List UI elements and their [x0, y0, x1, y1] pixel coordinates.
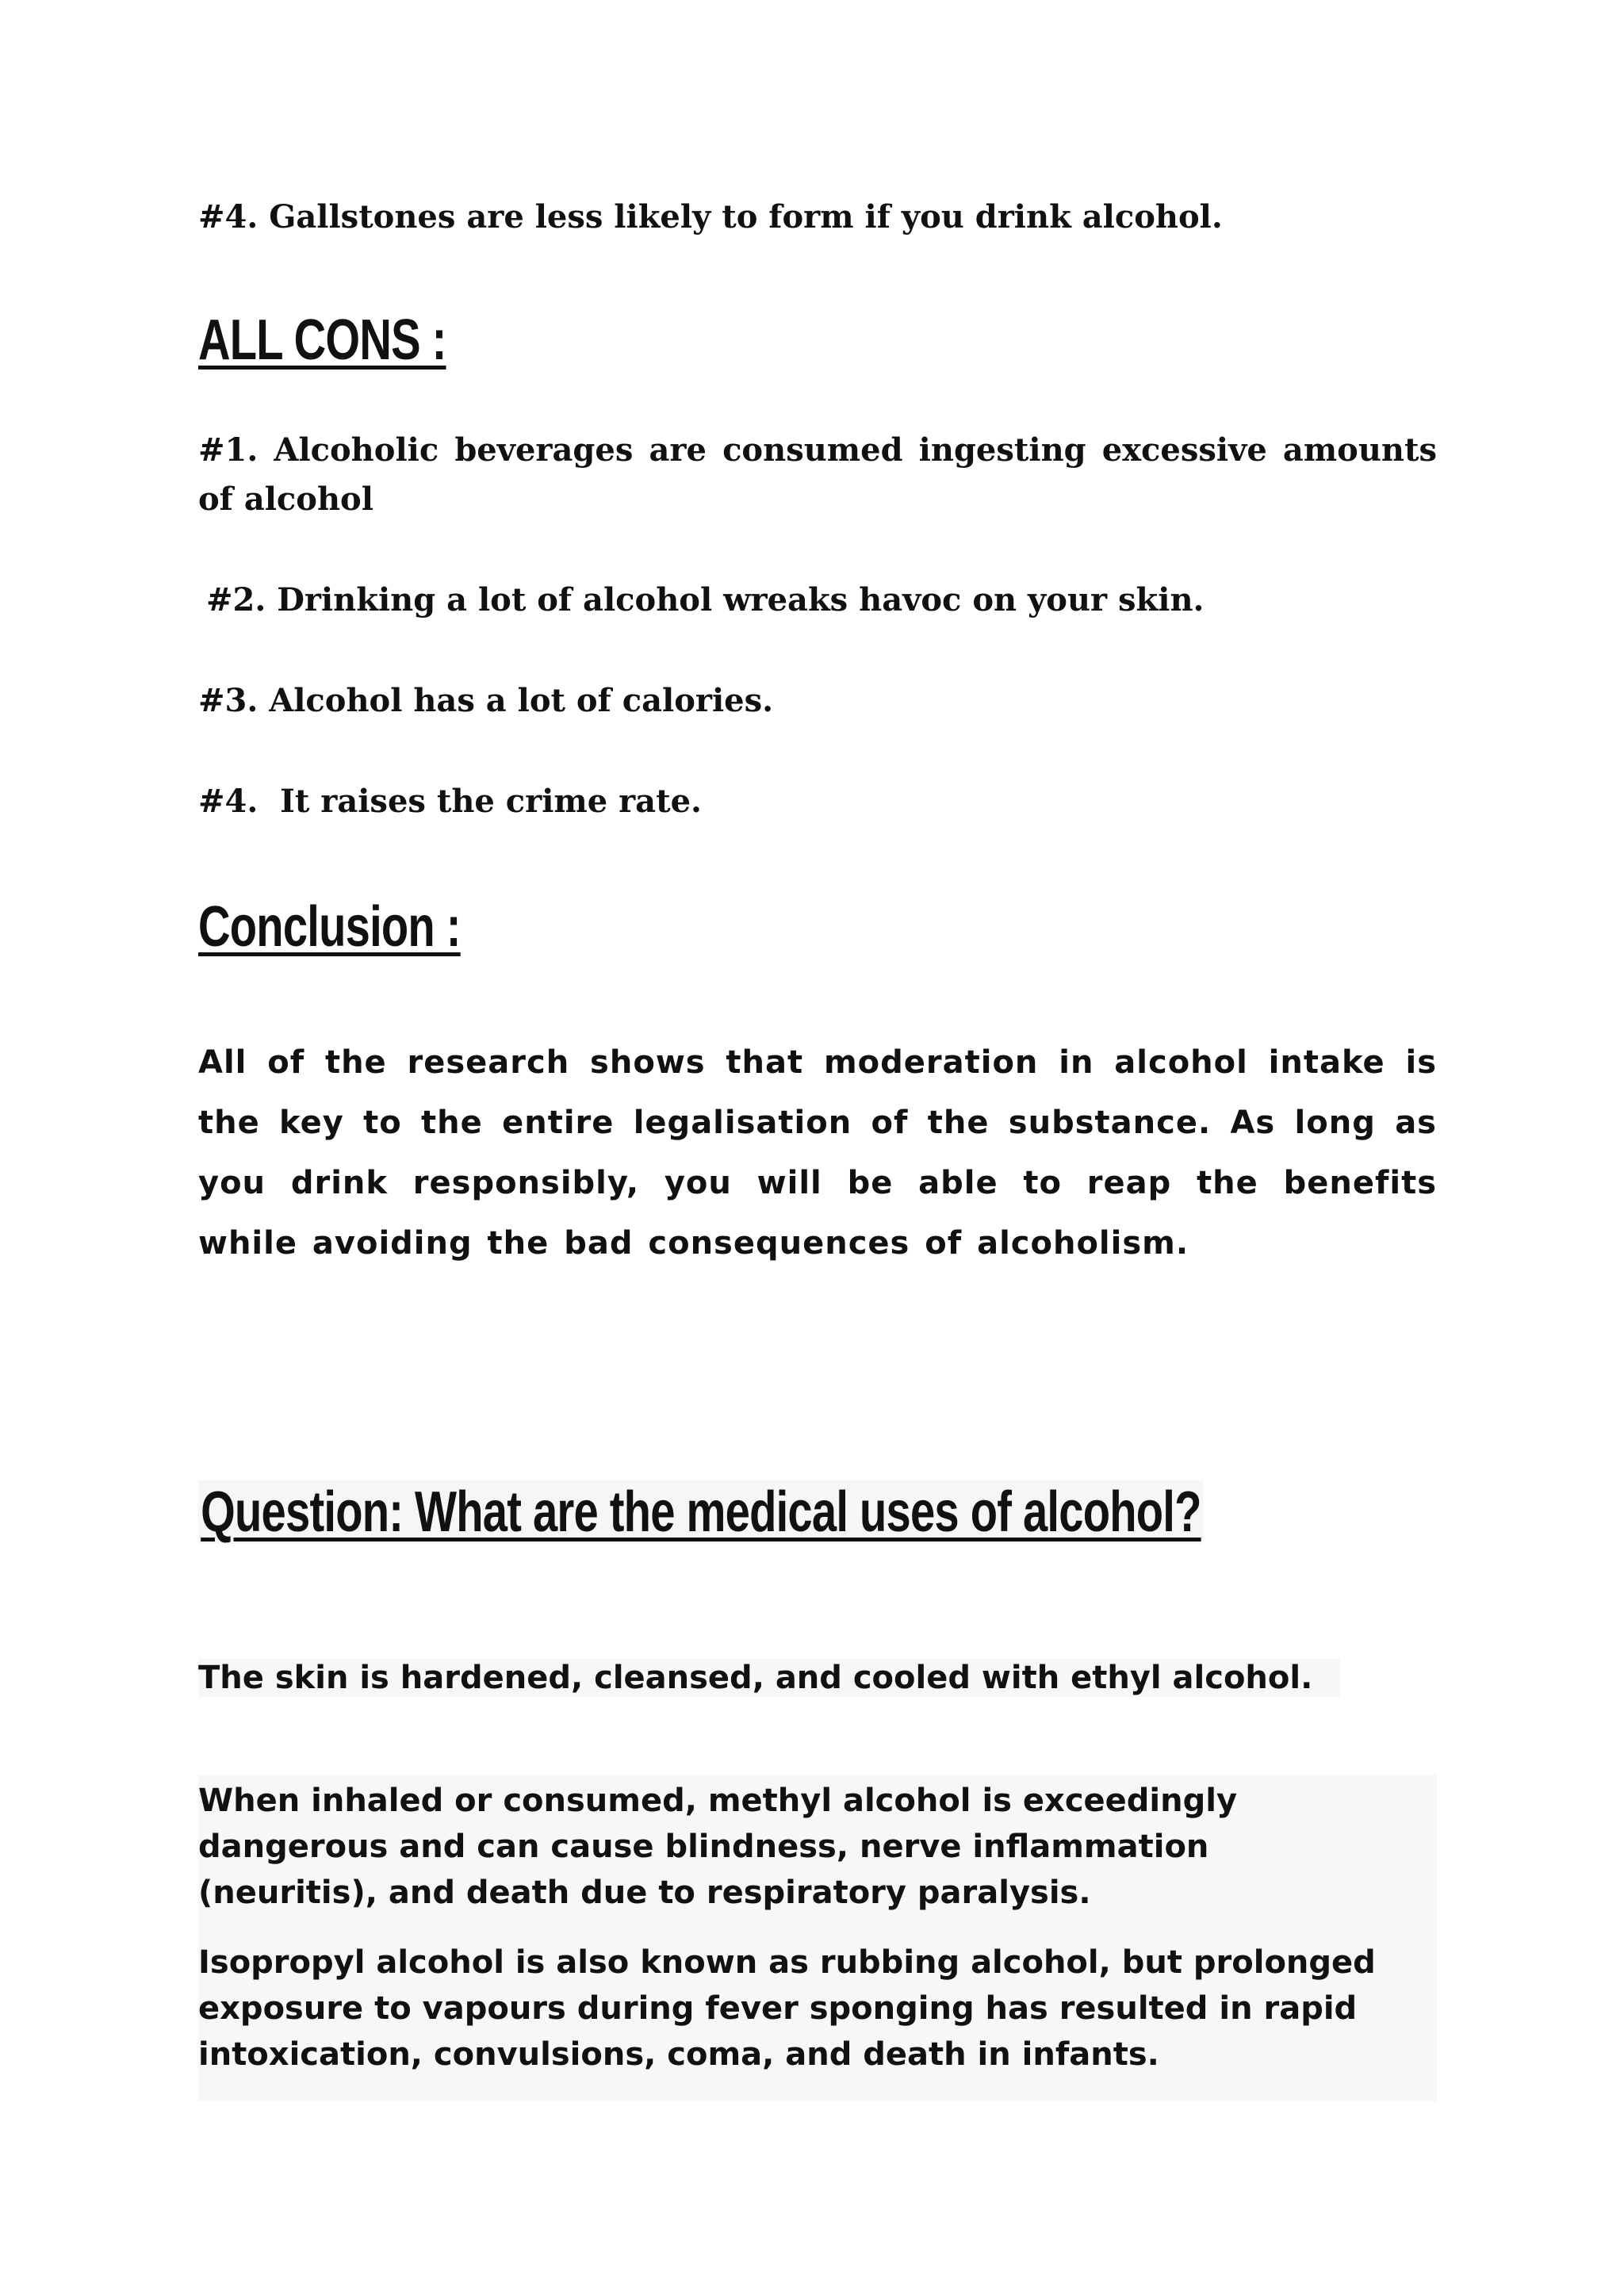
- answer-ethyl-block: [198, 1659, 1340, 1697]
- question-heading-text: Question: What are the medical uses of alcohol?: [198, 1480, 1204, 1544]
- question-heading: [198, 1476, 1204, 1548]
- conclusion-paragraph: All of the research shows that moderation in alcohol intake is the key to the entire legalisation of the substance. As long as you drink responsibly, you will be able to reap the benefits while avoiding the bad consequences of alcoholism.: [198, 1044, 1437, 1262]
- cons-item-4: #4. It raises the crime rate.: [198, 783, 702, 820]
- cons-item-3: #3. Alcohol has a lot of calories.: [198, 682, 774, 719]
- cons-item-1: #1. Alcoholic beverages are consumed ingesting excessive amounts of alcohol: [198, 431, 1437, 518]
- answer-ethyl-text: The skin is hardened, cleansed, and cooled with ethyl alcohol.: [198, 1660, 1313, 1696]
- answer-methyl-text: When inhaled or consumed, methyl alcohol is exceedingly dangerous and can cause blindness, nerve inflammation (neuritis), and death due to respiratory paralysis.: [198, 1783, 1238, 1911]
- cons-heading: ALL CONS :: [198, 308, 446, 372]
- pros-item-4: #4. Gallstones are less likely to form if you drink alcohol.: [198, 198, 1223, 236]
- answer-isopropyl-text: Isopropyl alcohol is also known as rubbing alcohol, but prolonged exposure to vapours during fever sponging has resulted in rapid intoxication, convulsions, coma, and death in infants.: [198, 1944, 1376, 2073]
- cons-item-2: #2. Drinking a lot of alcohol wreaks havoc on your skin.: [206, 581, 1205, 618]
- answer-methyl-isopropyl-block: [198, 1775, 1437, 2101]
- conclusion-heading: Conclusion :: [198, 895, 461, 959]
